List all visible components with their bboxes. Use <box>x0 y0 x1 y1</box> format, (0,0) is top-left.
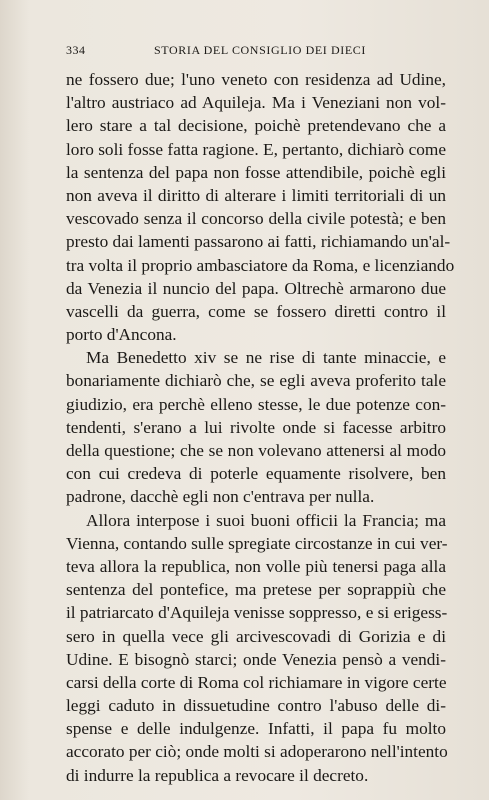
text-line: giudizio, era perchè elleno stesse, le due potenze con- <box>66 394 446 414</box>
text-line: porto d'Ancona. <box>66 325 177 345</box>
text-line: carsi della corte di Roma col richiamare in vigore certe <box>66 672 447 692</box>
text-line: di indurre la republica a revocare il decreto. <box>66 765 369 785</box>
text-line: lero stare a tal decisione, poichè pretendevano che a <box>66 116 446 136</box>
text-line: la sentenza del papa non fosse attendibile, poichè egli <box>66 162 446 182</box>
text-line: l'altro austriaco ad Aquileja. Ma i Veneziani non vol- <box>66 93 446 113</box>
text-line: il patriarcato d'Aquileja venisse soppresso, e si erigess- <box>66 603 448 623</box>
text-line: loro soli fosse fatta ragione. E, pertanto, dichiarò come <box>66 139 446 159</box>
running-title: STORIA DEL CONSIGLIO DEI DIECI <box>154 43 366 57</box>
text-line: non aveva il diritto di alterare i limiti territoriali di un <box>66 185 446 205</box>
text-line: sero in quella vece gli arcivescovadi di Gorizia e di <box>66 626 446 646</box>
text-line: spense e delle indulgenze. Infatti, il papa fu molto <box>66 719 446 739</box>
text-line: accorato per ciò; onde molti si adoperarono nell'intento <box>66 742 448 762</box>
text-line: da Venezia il nuncio del papa. Oltrechè armarono due <box>66 278 446 298</box>
text-line: padrone, dacchè egli non c'entrava per nulla. <box>66 487 375 507</box>
text-line: della questione; che se non volevano attenersi al modo <box>66 441 446 460</box>
text-line: con cui credeva di poterle equamente risolvere, ben <box>66 464 446 484</box>
page-number: 334 <box>66 43 86 57</box>
text-line: sentenza del pontefice, ma pretese per soprappiù che <box>66 580 446 600</box>
text-line: teva allora la republica, non volle più tenersi paga alla <box>66 556 446 576</box>
text-line: Ma Benedetto xiv se ne rise di tante minaccie, e <box>86 348 446 368</box>
text-line: vescovado senza il concorso della civile potestà; e ben <box>66 209 446 229</box>
text-line: presto dai lamenti passarono ai fatti, richiamando un'al- <box>66 232 451 252</box>
text-line: ne fossero due; l'uno veneto con residenza ad Udine, <box>66 70 446 89</box>
page-header <box>66 43 441 59</box>
text-line: leggi caduto in dissuetudine contro l'abuso delle di- <box>66 696 446 716</box>
text-line: Udine. E bisognò starci; onde Venezia pensò a vendi- <box>66 649 446 669</box>
body-text <box>66 68 455 787</box>
text-line: tra volta il proprio ambasciatore da Roma, e licenziando <box>66 255 455 275</box>
text-line: tendenti, s'erano a lui rivolte onde si facesse arbitro <box>66 417 446 437</box>
text-line: bonariamente dichiarò che, se egli aveva proferito tale <box>66 371 446 391</box>
text-line: Vienna, contando sulle spregiate circostanze in cui ver- <box>66 533 448 553</box>
text-line: Allora interpose i suoi buoni officii la Francia; ma <box>86 510 446 530</box>
text-line: vascelli da guerra, come se fossero diretti contro il <box>66 301 446 321</box>
